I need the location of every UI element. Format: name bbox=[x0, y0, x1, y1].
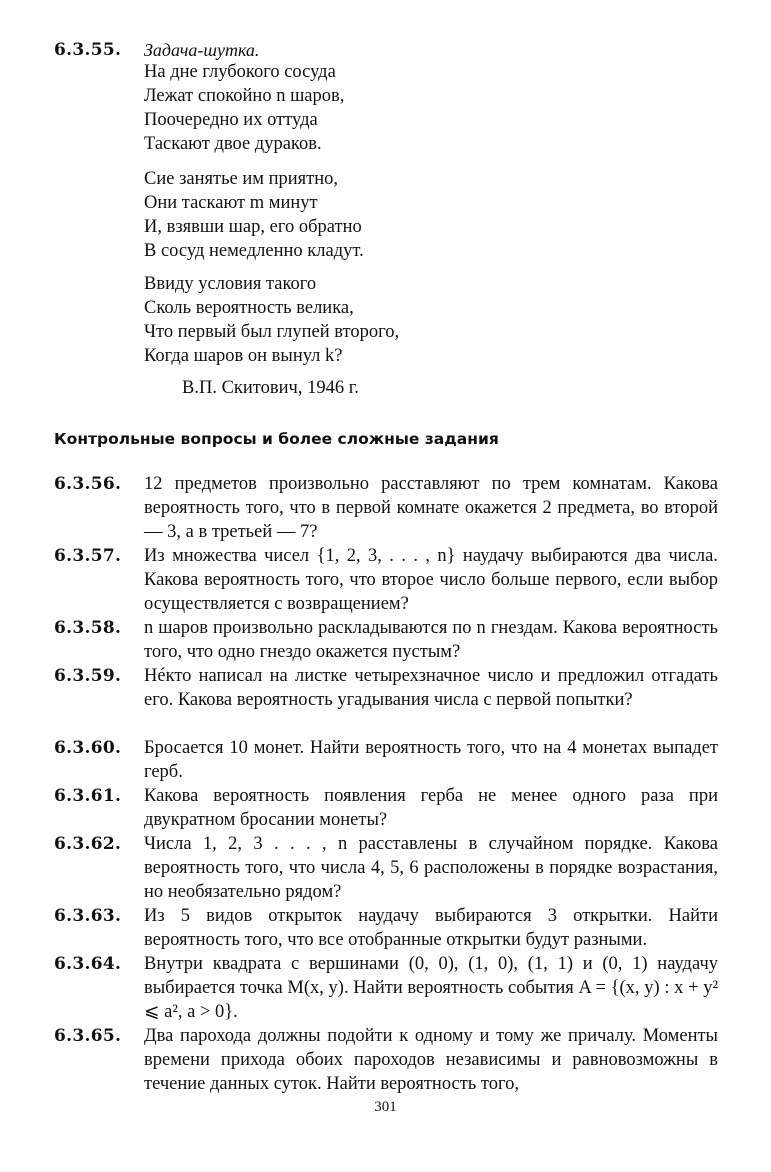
problem-number: 6.3.62. bbox=[54, 834, 122, 854]
poem-author: В.П. Скитович, 1946 г. bbox=[182, 378, 359, 398]
poem-line: Они таскают m минут bbox=[144, 193, 318, 213]
page-number: 301 bbox=[374, 1099, 397, 1115]
problem-text: Бросается 10 монет. Найти вероятность того, что на 4 монетах выпадет герб. bbox=[144, 738, 718, 783]
problem-number: 6.3.58. bbox=[54, 618, 122, 638]
poem-line: Таскают двое дураков. bbox=[144, 134, 322, 154]
problem-number: 6.3.65. bbox=[54, 1026, 122, 1046]
poem-line: Ввиду условия такого bbox=[144, 274, 317, 294]
poem-line: Лежат спокойно n шаров, bbox=[144, 86, 345, 106]
problem-number: 6.3.63. bbox=[54, 906, 122, 926]
poem-title: Задача-шутка. bbox=[144, 40, 260, 60]
problem-text: Числа 1, 2, 3 . . . , n расставлены в случайном порядке. Какова вероятность того, что числа 4, 5, 6 расположены в порядке возрастания, но необязательно рядом? bbox=[144, 834, 718, 903]
poem-line: Сие занятье им приятно, bbox=[144, 169, 339, 189]
poem-line: В сосуд немедленно кладут. bbox=[144, 241, 364, 261]
problem-text: Из 5 видов открыток наудачу выбираются 3 открытки. Найти вероятность того, что все отобранные открытки будут разными. bbox=[144, 906, 718, 951]
problem-text: Какова вероятность появления герба не менее одного раза при двукратном бросании монеты? bbox=[144, 786, 718, 831]
poem-line: И, взявши шар, его обратно bbox=[144, 217, 362, 237]
problem-text: n шаров произвольно раскладываются по n гнездам. Какова вероятность того, что одно гнездо окажется пустым? bbox=[144, 618, 718, 663]
poem-line: Сколь вероятность велика, bbox=[144, 298, 354, 318]
problem-number: 6.3.59. bbox=[54, 666, 122, 686]
problem-number: 6.3.56. bbox=[54, 474, 122, 494]
problem-number: 6.3.57. bbox=[54, 546, 122, 566]
poem-line: Поочередно их оттуда bbox=[144, 110, 318, 130]
poem-line: На дне глубокого сосуда bbox=[144, 62, 336, 82]
problem-text: Нéкто написал на листке четырехзначное число и предложил отгадать его. Какова вероятность угадывания числа с первой попытки? bbox=[144, 666, 718, 711]
problem-text: Два парохода должны подойти к одному и тому же причалу. Моменты времени прихода обоих пароходов независимы и равновозможны в течение данных суток. Найти вероятность того, bbox=[144, 1026, 718, 1095]
problem-text: 12 предметов произвольно расставляют по трем комнатам. Какова вероятность того, что в первой комнате окажется 2 предмета, во второй — 3, а в третьей — 7? bbox=[144, 474, 718, 543]
problem-number: 6.3.64. bbox=[54, 954, 122, 974]
problem-text: Из множества чисел {1, 2, 3, . . . , n} наудачу выбираются два числа. Какова вероятность того, что второе число больше первого, если выбор осуществляется с возвращением? bbox=[144, 546, 718, 615]
problem-number: 6.3.61. bbox=[54, 786, 122, 806]
poem-line: Когда шаров он вынул k? bbox=[144, 346, 343, 366]
problem-number: 6.3.60. bbox=[54, 738, 122, 758]
problem-text: Внутри квадрата с вершинами (0, 0), (1, 0), (1, 1) и (0, 1) наудачу выбирается точка M(x, y). Найти вероятность события A = {(x, y) : x + y² ⩽ a², a > 0}. bbox=[144, 954, 718, 1023]
section-heading: Контрольные вопросы и более сложные задания bbox=[54, 430, 499, 448]
problem-number-6-3-55: 6.3.55. bbox=[54, 40, 122, 60]
poem-line: Что первый был глупей второго, bbox=[144, 322, 400, 342]
